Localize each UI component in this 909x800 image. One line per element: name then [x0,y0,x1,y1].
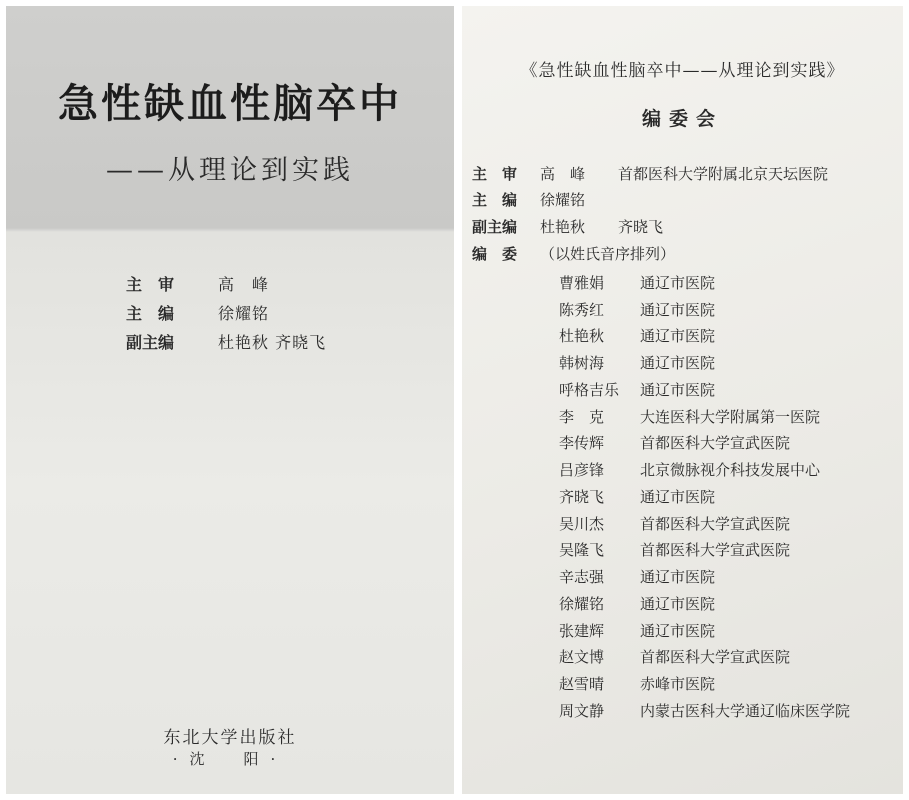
list-item [559,430,850,457]
committee-heading: 编委会 [641,108,723,130]
member-name: 李传辉 [559,434,605,453]
role-name: 杜艳秋 [540,217,586,236]
member-org: 首都医科大学宣武医院 [640,514,791,533]
role-row [472,187,828,214]
member-list [559,269,850,724]
role-org: 首都医科大学附属北京天坛医院 [618,164,829,183]
page-gutter [454,0,462,800]
publisher-name: 东北大学出版社 [163,728,297,748]
list-item [559,483,850,510]
credit-row [126,327,326,356]
member-name: 齐晓飞 [559,487,605,506]
list-item [559,670,850,697]
role-row [472,160,828,187]
role-name: 徐耀铭 [540,191,586,210]
list-item [559,644,850,671]
member-org: 通辽市医院 [640,300,716,319]
member-name: 李 克 [559,407,605,426]
member-org: 通辽市医院 [640,594,716,613]
book-subtitle: ——从理论到实践 [106,155,354,186]
role-row [472,240,828,267]
list-item [559,697,850,724]
role-note: （以姓氏音序排列） [540,244,676,263]
role-label: 主 审 [472,164,518,183]
member-name: 吴川杰 [559,514,605,533]
member-org: 通辽市医院 [640,327,716,346]
member-name: 赵雪晴 [559,675,605,694]
member-org: 通辽市医院 [640,354,716,373]
credit-names: 徐耀铭 [218,304,270,323]
credit-row [126,269,326,298]
list-item [559,403,850,430]
member-org: 大连医科大学附属第一医院 [640,407,821,426]
member-org: 首都医科大学宣武医院 [640,541,791,560]
list-item [559,456,850,483]
member-org: 通辽市医院 [640,487,716,506]
member-org: 赤峰市医院 [640,675,716,694]
member-name: 辛志强 [559,568,605,587]
member-name: 吕彦锋 [559,461,605,480]
list-item [559,537,850,564]
publisher-city: ·沈 阳· [172,750,288,768]
list-item [559,296,850,323]
credit-row [126,298,326,327]
member-org: 通辽市医院 [640,273,716,292]
member-org: 内蒙古医科大学通辽临床医学院 [640,701,851,720]
member-name: 吴隆飞 [559,541,605,560]
list-item [559,617,850,644]
member-name: 杜艳秋 [559,327,605,346]
credit-names: 杜艳秋 齐晓飞 [218,333,327,352]
member-name: 曹雅娟 [559,273,605,292]
member-name: 陈秀红 [559,300,605,319]
list-item [559,510,850,537]
member-name: 赵文博 [559,648,605,667]
member-org: 通辽市医院 [640,568,716,587]
credit-role: 主 审 [126,275,175,294]
member-org: 北京微脉视介科技发展中心 [640,461,821,480]
member-name: 周文静 [559,701,605,720]
list-item [559,349,850,376]
list-item [559,376,850,403]
member-org: 通辽市医院 [640,380,716,399]
credit-role: 主 编 [126,304,175,323]
member-name: 徐耀铭 [559,594,605,613]
list-item [559,563,850,590]
role-label: 编 委 [472,244,518,263]
credits-block [126,269,326,356]
list-item [559,269,850,296]
member-org: 首都医科大学宣武医院 [640,648,791,667]
member-org: 首都医科大学宣武医院 [640,434,791,453]
role-row [472,213,828,240]
role-name: 高 峰 [540,164,586,183]
member-name: 张建辉 [559,621,605,640]
member-name: 韩树海 [559,354,605,373]
editorial-board-page [462,6,903,794]
role-label: 副主编 [472,217,518,236]
member-name: 呼格吉乐 [559,380,620,399]
credit-role: 副主编 [126,333,175,352]
list-item [559,323,850,350]
book-reference: 《急性缺血性脑卒中——从理论到实践》 [520,61,845,81]
role-org: 齐晓飞 [618,217,664,236]
list-item [559,590,850,617]
member-org: 通辽市医院 [640,621,716,640]
credit-names: 高 峰 [218,275,270,294]
title-page [6,6,454,794]
roles-block [472,160,828,266]
book-title: 急性缺血性脑卒中 [58,80,402,127]
role-label: 主 编 [472,191,518,210]
